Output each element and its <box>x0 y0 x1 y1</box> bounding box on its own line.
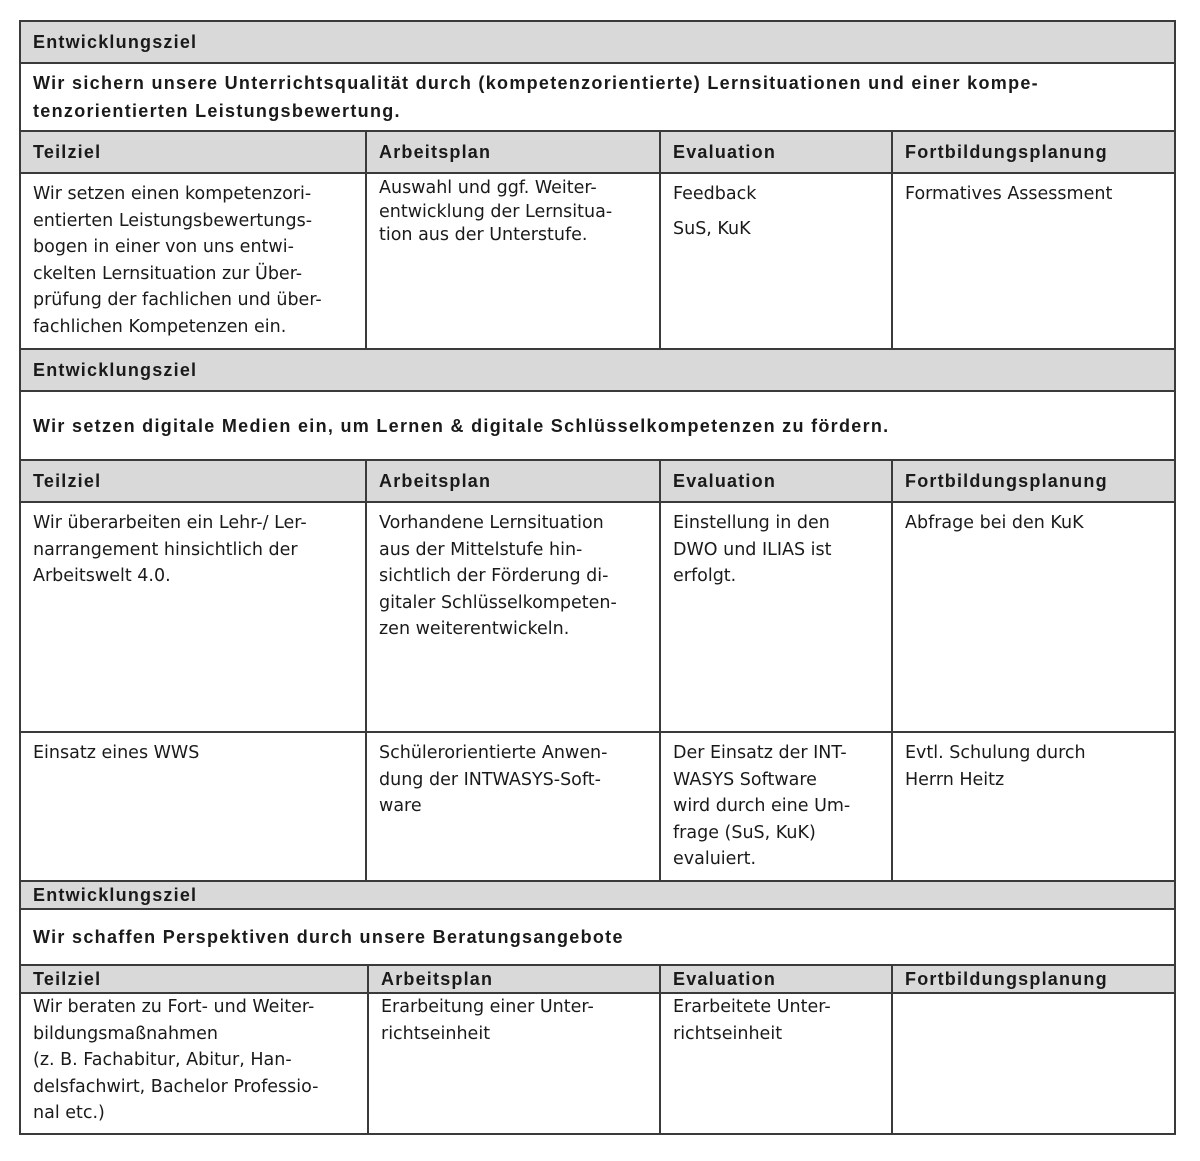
section-1-column-headers <box>21 132 1174 174</box>
cell-arbeitsplan: Vorhandene Lernsituation aus der Mittelstufe hin- sichtlich der Förderung di- gitaler Schlüsselkompeten- zen weiterentwickeln. <box>367 503 661 731</box>
section-3-column-headers <box>21 966 1174 994</box>
cell-teilziel: Einsatz eines WWS <box>21 733 367 880</box>
column-header-teilziel: Teilziel <box>33 968 102 989</box>
cell-fortbildungsplanung <box>893 994 1174 1133</box>
cell-arbeitsplan: Erarbeitung einer Unter- richtseinheit <box>369 994 661 1133</box>
cell-arbeitsplan: Auswahl und ggf. Weiter- entwicklung der Lernsitua- tion aus der Unterstufe. <box>367 174 661 348</box>
section-2-column-headers <box>21 461 1174 503</box>
evaluation-line: Feedback <box>673 184 757 204</box>
table-row <box>21 994 1174 1133</box>
cell-fortbildungsplanung: Formatives Assessment <box>905 184 1113 204</box>
column-header-evaluation: Evaluation <box>673 141 777 162</box>
column-header-evaluation: Evaluation <box>673 470 777 491</box>
section-3-goal-row <box>21 910 1174 966</box>
column-header-arbeitsplan: Arbeitsplan <box>381 968 494 989</box>
section-goal: Wir setzen digitale Medien ein, um Lernen & digitale Schlüsselkompetenzen zu fördern. <box>33 415 890 436</box>
cell-teilziel: Wir beraten zu Fort- und Weiter- bildungsmaßnahmen (z. B. Fachabitur, Abitur, Han- delsfachwirt, Bachelor Professio- nal etc.) <box>21 994 369 1133</box>
cell-teilziel: Wir setzen einen kompetenzori- entierten Leistungsbewertungs- bogen in einer von uns entwi- ckelten Lernsituation zur Über- prüfung der fachlichen und über- fachlichen Kompetenzen ein. <box>21 174 367 348</box>
section-1-header-row <box>21 22 1174 64</box>
section-header: Entwicklungsziel <box>33 31 198 52</box>
cell-evaluation <box>661 174 893 348</box>
section-3-header-row <box>21 882 1174 910</box>
cell-evaluation: Erarbeitete Unter- richtseinheit <box>661 994 893 1133</box>
section-goal: Wir schaffen Perspektiven durch unsere Beratungsangebote <box>33 927 624 947</box>
section-header: Entwicklungsziel <box>33 884 198 905</box>
table-row <box>21 503 1174 733</box>
column-header-teilziel: Teilziel <box>33 470 102 491</box>
column-header-fortbildungsplanung: Fortbildungsplanung <box>905 470 1108 491</box>
column-header-teilziel: Teilziel <box>33 141 102 162</box>
column-header-fortbildungsplanung: Fortbildungsplanung <box>905 141 1108 162</box>
cell-fortbildungsplanung: Evtl. Schulung durch Herrn Heitz <box>905 743 1086 790</box>
section-header: Entwicklungsziel <box>33 359 198 380</box>
section-2-goal-row <box>21 392 1174 461</box>
cell-evaluation: Einstellung in den DWO und ILIAS ist erfolgt. <box>661 503 893 731</box>
column-header-arbeitsplan: Arbeitsplan <box>379 141 492 162</box>
evaluation-line: SuS, KuK <box>673 218 751 239</box>
cell-fortbildungsplanung: Abfrage bei den KuK <box>905 513 1084 533</box>
development-goals-table <box>19 20 1176 1135</box>
table-row <box>21 733 1174 882</box>
cell-arbeitsplan: Schülerorientierte Anwen- dung der INTWASYS-Soft- ware <box>367 733 661 880</box>
section-2-header-row <box>21 350 1174 392</box>
section-1-goal-row <box>21 64 1174 132</box>
table-row <box>21 174 1174 350</box>
column-header-arbeitsplan: Arbeitsplan <box>379 470 492 491</box>
section-goal: Wir sichern unsere Unterrichtsqualität durch (kompetenzorientierte) Lernsituationen und einer kompe- tenzorientierten Leistungsbewertung. <box>33 73 1039 121</box>
column-header-evaluation: Evaluation <box>673 968 777 989</box>
cell-evaluation: Der Einsatz der INT- WASYS Software wird durch eine Um- frage (SuS, KuK) evaluiert. <box>661 733 893 880</box>
cell-teilziel: Wir überarbeiten ein Lehr-/ Ler- narrangement hinsichtlich der Arbeitswelt 4.0. <box>21 503 367 731</box>
column-header-fortbildungsplanung: Fortbildungsplanung <box>905 968 1108 989</box>
